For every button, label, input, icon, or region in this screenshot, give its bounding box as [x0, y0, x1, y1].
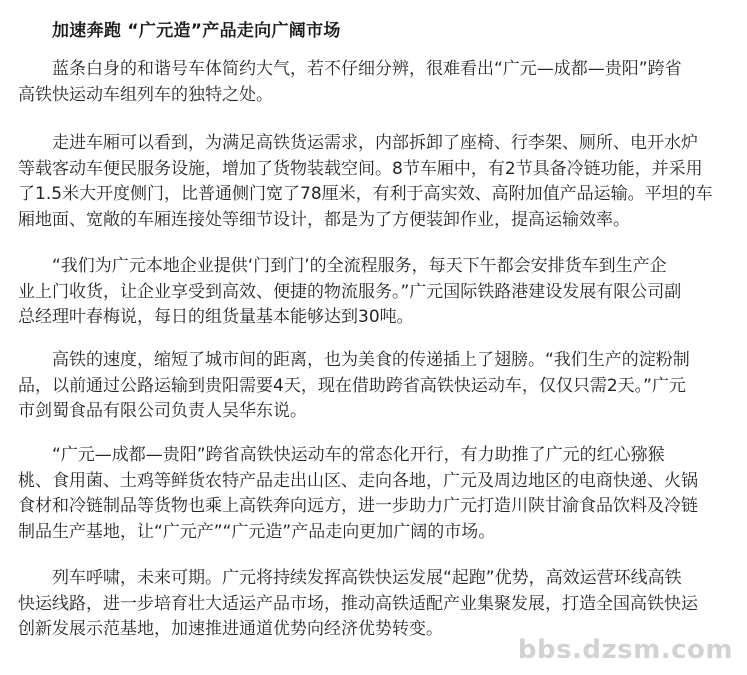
- paragraph-line: 高铁的速度，缩短了城市间的距离，也为美食的传递插上了翅膀。“我们生产的淀粉制: [52, 350, 690, 370]
- paragraph-line: 食材和冷链制品等货物也乘上高铁奔向远方，进一步助力广元打造川陕甘渝食品饮料及冷链: [18, 496, 698, 516]
- paragraph-6: [18, 566, 738, 643]
- article-title: 加速奔跑 “广元造”产品走向广阔市场: [52, 21, 341, 41]
- paragraph-line: “我们为广元本地企业提供‘门到门’的全流程服务，每天下午都会安排货车到生产企: [52, 256, 667, 276]
- paragraph-line: 蓝条白身的和谐号车体简约大气，若不仔细分辨，很难看出“广元—成都—贵阳”跨省: [52, 59, 682, 79]
- paragraph-line: 等载客动车便民服务设施，增加了货物装载空间。8节车厢中，有2节具备冷链功能，并采用: [18, 158, 703, 179]
- paragraph-line: “广元—成都—贵阳”跨省高铁快运动车的常态化开行，有力助推了广元的红心猕猴: [52, 445, 665, 465]
- paragraph-3: [18, 254, 738, 331]
- paragraph-4: [18, 348, 738, 425]
- paragraph-line: 快运线路，进一步培育壮大适运产品市场，推动高铁适配产业集聚发展，打造全国高铁快运: [18, 593, 698, 614]
- paragraph-2: [18, 131, 738, 233]
- paragraph-line: 走进车厢可以看到，为满足高铁货运需求，内部拆卸了座椅、行李架、厕所、电开水炉: [52, 133, 698, 153]
- site-watermark: bbs.dzsm.com: [517, 635, 733, 665]
- paragraph-line: 厢地面、宽敞的车厢连接处等细节设计，都是为了方便装卸作业，提高运输效率。: [18, 209, 630, 230]
- paragraph-1: [18, 57, 738, 108]
- paragraph-line: 品，以前通过公路运输到贵阳需要4天，现在借助跨省高铁快运动车，仅仅只需2天。”广元: [18, 375, 686, 396]
- paragraph-5: [18, 443, 738, 545]
- paragraph-line: 高铁快运动车组列车的独特之处。: [18, 84, 273, 105]
- paragraph-line: 创新发展示范基地，加速推进通道优势向经济优势转变。: [18, 619, 443, 639]
- paragraph-line: 制品生产基地，让“广元产”“广元造”产品走向更加广阔的市场。: [18, 521, 496, 542]
- paragraph-line: 桃、食用菌、土鸡等鲜货农特产品走出山区、走向各地，广元及周边地区的电商快递、火锅: [18, 470, 698, 491]
- paragraph-line: 了1.5米大开度侧门，比普通侧门宽了78厘米，有利于高实效、高附加值产品运输。平坦的车: [18, 184, 713, 204]
- paragraph-line: 市剑蜀食品有限公司负责人吴华东说。: [18, 401, 307, 421]
- paragraph-line: 总经理叶春梅说，每日的组货量基本能够达到30吨。: [18, 307, 414, 327]
- paragraph-line: 业上门收货，让企业享受到高效、便捷的物流服务。”广元国际铁路港建设发展有限公司副: [18, 281, 682, 302]
- paragraph-line: 列车呼啸，未来可期。广元将持续发挥高铁快运发展“起跑”优势，高效运营环线高铁: [52, 568, 682, 588]
